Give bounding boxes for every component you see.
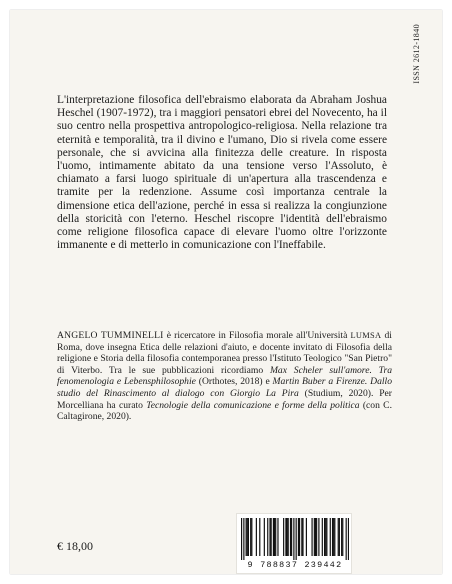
barcode-bar: [288, 518, 289, 556]
barcode-bar: [290, 518, 291, 556]
barcode-bar: [325, 518, 326, 556]
barcode-bar: [241, 518, 242, 560]
barcode-bar: [285, 518, 286, 556]
barcode-bar: [250, 518, 251, 556]
author-bio-part: (con C. Caltagirone, 2020).: [57, 399, 392, 423]
barcode-bar: [333, 518, 334, 556]
barcode-bar: [301, 518, 302, 556]
barcode-bar: [248, 518, 249, 556]
issn-label: [410, 24, 422, 124]
barcode-bar: [306, 518, 307, 556]
barcode: [236, 513, 352, 574]
barcode-bar: [247, 518, 248, 556]
author-bio-part: (Studium, 2020). Per Morcelliana ha curato: [57, 387, 392, 411]
barcode-bar: [348, 518, 349, 560]
barcode-bar: [346, 518, 347, 560]
barcode-bar: [291, 518, 292, 556]
barcode-bar: [339, 518, 340, 556]
author-bio-part: (Orthotes, 2018) e: [195, 376, 273, 388]
barcode-bar: [256, 518, 257, 556]
barcode-digits: 9 788837 239442: [247, 560, 343, 570]
barcode-bar: [315, 518, 316, 556]
barcode-bar: [302, 518, 303, 556]
barcode-bar: [251, 518, 252, 556]
barcode-bar: [271, 518, 272, 556]
author-bio: [57, 330, 392, 423]
barcode-bar: [243, 518, 244, 560]
author-work-title: Tecnologie della comunicazione e forme della politica: [146, 399, 360, 411]
back-cover: [10, 10, 442, 574]
author-bio-part: è ricercatore in Filosofia morale all'Università: [163, 330, 351, 341]
barcode-bar: [269, 518, 270, 556]
barcode-bar: [316, 518, 317, 556]
barcode-bar: [311, 518, 312, 556]
barcode-bar: [322, 518, 323, 556]
barcode-bar: [338, 518, 339, 556]
barcode-bar: [275, 518, 276, 556]
author-university: LUMSA: [350, 331, 382, 340]
author-name: ANGELO TUMMINELLI: [57, 330, 164, 341]
barcode-bar: [341, 518, 342, 556]
barcode-bar: [277, 518, 278, 556]
author-work-title: Martin Buber a Firenze. Dallo studio del Rinascimento al dialogo con Giorgio La Pira: [57, 376, 392, 399]
barcode-bar: [264, 518, 265, 556]
barcode-bar: [342, 518, 343, 556]
author-work-title: Max Scheler sull'amore. Tra fenomenologia e Lebensphilosophie: [57, 364, 392, 388]
barcode-bar: [334, 518, 335, 556]
book-summary: [57, 94, 387, 252]
barcode-bar: [259, 518, 260, 556]
barcode-bar: [330, 518, 331, 556]
barcode-bar: [332, 518, 333, 556]
barcode-bar: [293, 518, 294, 560]
barcode-bar: [246, 518, 247, 556]
barcode-bar: [296, 518, 297, 560]
barcode-bar: [267, 518, 268, 556]
summary-text: L'interpretazione filosofica dell'ebraismo elaborata da Abraham Joshua Heschel (1907-1972), tra i maggiori pensatori ebrei del Novecento, ha il suo centro nella prospettiva antropologico-religiosa. Nella relazione tra eternità e temporalità, tra il divino e l'umano, Dio si rivela come essere personale, che si avvicina alla finitezza delle creature. In risposta l'uomo, intimamente abitato da una tensione verso l'Assoluto, è chiamato a farsi luogo spirituale di un'apertura alla trascendenza e tramite per la redenzione. Assume così importanza centrale la dimensione etica dell'azione, perché in essa si realizza la congiunzione della storicità con l'eterno. Heschel riscopre l'identità dell'ebraismo come religione filosofica capace di elevare l'uomo oltre l'orizzonte immanente e di metterlo in comunicazione con l'Ineffabile.: [57, 94, 387, 252]
barcode-bar: [324, 518, 325, 556]
barcode-bar: [274, 518, 275, 556]
issn-text: ISSN 2612-1840: [411, 24, 421, 84]
barcode-bar: [273, 518, 274, 556]
barcode-bar: [314, 518, 315, 556]
barcode-bar: [299, 518, 300, 556]
barcode-bar: [286, 518, 287, 556]
barcode-bar: [318, 518, 319, 556]
barcode-bars: [241, 518, 349, 560]
barcode-bar: [283, 518, 284, 556]
barcode-bar: [326, 518, 327, 556]
barcode-bar: [298, 518, 299, 556]
price-label: € 18,00: [57, 539, 93, 553]
author-bio-part: di Roma, dove insegna Etica delle relazioni d'aiuto, e docente invitato di Filosofia della religione e Storia della filosofia contemporanea presso l'Istituto Teologico "San Pietro" di Viterbo. Tra le sue pubblicazioni ricordiamo: [57, 330, 392, 376]
